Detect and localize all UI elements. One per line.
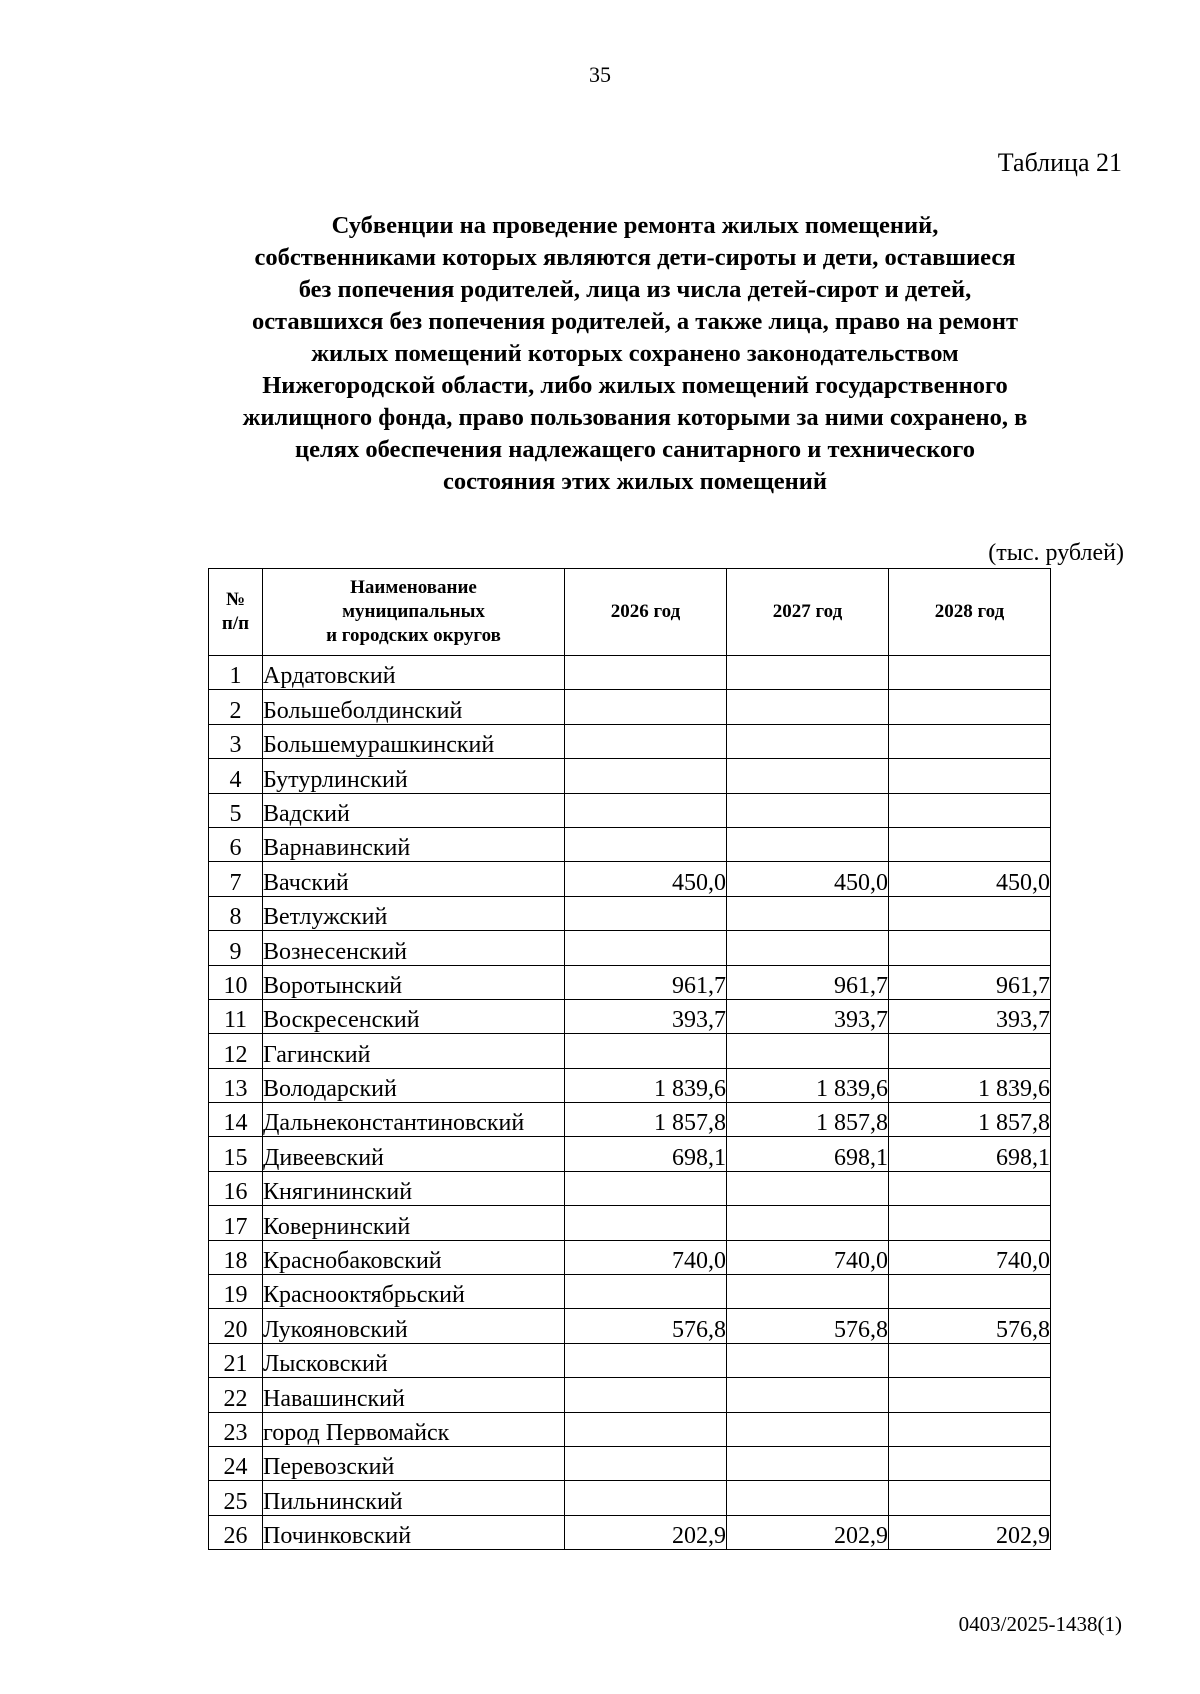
district-name-cell: Пильнинский	[263, 1481, 565, 1515]
table-row	[209, 1103, 1051, 1137]
header-2027: 2027 год	[727, 569, 889, 656]
value-2026-cell: 202,9	[565, 1515, 727, 1549]
header-number-line2: п/п	[221, 613, 250, 634]
title-line: жилых помещений которых сохранено законодательством	[311, 340, 959, 367]
row-number-cell: 8	[209, 896, 263, 930]
row-number-cell: 6	[209, 827, 263, 861]
district-name-cell: Княгининский	[263, 1171, 565, 1205]
title-line: целях обеспечения надлежащего санитарного и технического	[294, 436, 976, 463]
district-name-cell: Краснобаковский	[263, 1240, 565, 1274]
value-2027-cell	[727, 1034, 889, 1068]
district-name-cell: Лукояновский	[263, 1309, 565, 1343]
table-row	[209, 931, 1051, 965]
district-name-cell: Дивеевский	[263, 1137, 565, 1171]
district-name-cell: Вознесенский	[263, 931, 565, 965]
row-number-cell: 1	[209, 656, 263, 690]
district-name-cell: Воротынский	[263, 965, 565, 999]
value-2026-cell	[565, 690, 727, 724]
table-row	[209, 1378, 1051, 1412]
value-2026-cell: 1 839,6	[565, 1068, 727, 1102]
table-row	[209, 690, 1051, 724]
title-line: состояния этих жилых помещений	[443, 468, 827, 495]
document-code: 0403/2025-1438(1)	[958, 1612, 1122, 1636]
value-2026-cell	[565, 1275, 727, 1309]
value-2028-cell	[889, 656, 1051, 690]
district-name-cell: Ветлужский	[263, 896, 565, 930]
value-2026-cell: 576,8	[565, 1309, 727, 1343]
row-number-cell: 9	[209, 931, 263, 965]
value-2027-cell	[727, 1446, 889, 1480]
document-title	[200, 210, 1070, 498]
value-2026-cell	[565, 656, 727, 690]
header-number-line1: №	[225, 589, 246, 610]
district-name-cell: Гагинский	[263, 1034, 565, 1068]
table-row	[209, 1343, 1051, 1377]
district-name-cell: Володарский	[263, 1068, 565, 1102]
row-number-cell: 25	[209, 1481, 263, 1515]
header-name-line1: Наименование	[350, 577, 477, 598]
row-number-cell: 10	[209, 965, 263, 999]
table-row	[209, 965, 1051, 999]
value-2028-cell	[889, 793, 1051, 827]
value-2028-cell: 576,8	[889, 1309, 1051, 1343]
table-row	[209, 759, 1051, 793]
title-line: собственниками которых являются дети-сироты и дети, оставшиеся	[254, 244, 1016, 271]
value-2028-cell	[889, 1275, 1051, 1309]
district-name-cell: город Первомайск	[263, 1412, 565, 1446]
district-name-cell: Вадский	[263, 793, 565, 827]
value-2028-cell: 1 839,6	[889, 1068, 1051, 1102]
row-number-cell: 4	[209, 759, 263, 793]
value-2026-cell	[565, 931, 727, 965]
title-line: оставшихся без попечения родителей, а также лица, право на ремонт	[251, 308, 1019, 335]
table-row	[209, 724, 1051, 758]
row-number-cell: 13	[209, 1068, 263, 1102]
value-2027-cell: 576,8	[727, 1309, 889, 1343]
value-2027-cell: 202,9	[727, 1515, 889, 1549]
header-2028: 2028 год	[889, 569, 1051, 656]
value-2028-cell	[889, 1378, 1051, 1412]
value-2027-cell	[727, 690, 889, 724]
district-name-cell: Краснооктябрьский	[263, 1275, 565, 1309]
value-2028-cell	[889, 759, 1051, 793]
district-name-cell: Перевозский	[263, 1446, 565, 1480]
header-name-line3: и городских округов	[326, 625, 501, 646]
value-2028-cell: 202,9	[889, 1515, 1051, 1549]
table-row	[209, 1275, 1051, 1309]
value-2027-cell	[727, 724, 889, 758]
value-2026-cell	[565, 1378, 727, 1412]
value-2026-cell	[565, 1481, 727, 1515]
value-2026-cell: 450,0	[565, 862, 727, 896]
value-2027-cell	[727, 827, 889, 861]
table-row	[209, 827, 1051, 861]
row-number-cell: 15	[209, 1137, 263, 1171]
value-2027-cell: 961,7	[727, 965, 889, 999]
value-2026-cell	[565, 1206, 727, 1240]
header-name-line2: муниципальных	[342, 601, 485, 622]
title-line: Субвенции на проведение ремонта жилых помещений,	[331, 212, 939, 239]
table-row	[209, 1034, 1051, 1068]
value-2026-cell	[565, 1171, 727, 1205]
district-name-cell: Большеболдинский	[263, 690, 565, 724]
row-number-cell: 12	[209, 1034, 263, 1068]
table-row	[209, 896, 1051, 930]
row-number-cell: 11	[209, 999, 263, 1033]
district-name-cell: Большемурашкинский	[263, 724, 565, 758]
row-number-cell: 18	[209, 1240, 263, 1274]
row-number-cell: 21	[209, 1343, 263, 1377]
table-row	[209, 1515, 1051, 1549]
value-2028-cell: 740,0	[889, 1240, 1051, 1274]
table-row	[209, 1068, 1051, 1102]
value-2027-cell	[727, 1171, 889, 1205]
row-number-cell: 16	[209, 1171, 263, 1205]
district-name-cell: Ковернинский	[263, 1206, 565, 1240]
row-number-cell: 17	[209, 1206, 263, 1240]
district-name-cell: Бутурлинский	[263, 759, 565, 793]
table-row	[209, 1171, 1051, 1205]
value-2028-cell: 450,0	[889, 862, 1051, 896]
value-2027-cell	[727, 1378, 889, 1412]
value-2028-cell: 698,1	[889, 1137, 1051, 1171]
value-2027-cell	[727, 1206, 889, 1240]
value-2027-cell	[727, 896, 889, 930]
value-2026-cell	[565, 896, 727, 930]
value-2028-cell	[889, 724, 1051, 758]
district-name-cell: Починковский	[263, 1515, 565, 1549]
table-row	[209, 999, 1051, 1033]
value-2027-cell	[727, 759, 889, 793]
value-2026-cell	[565, 1034, 727, 1068]
value-2026-cell: 393,7	[565, 999, 727, 1033]
district-name-cell: Ардатовский	[263, 656, 565, 690]
district-name-cell: Дальнеконстантиновский	[263, 1103, 565, 1137]
value-2026-cell	[565, 1412, 727, 1446]
district-name-cell: Навашинский	[263, 1378, 565, 1412]
row-number-cell: 23	[209, 1412, 263, 1446]
row-number-cell: 3	[209, 724, 263, 758]
value-2028-cell	[889, 1481, 1051, 1515]
value-2028-cell	[889, 896, 1051, 930]
value-2027-cell: 450,0	[727, 862, 889, 896]
value-2026-cell	[565, 759, 727, 793]
value-2026-cell	[565, 1446, 727, 1480]
row-number-cell: 20	[209, 1309, 263, 1343]
table-row	[209, 862, 1051, 896]
table-row	[209, 1412, 1051, 1446]
value-2027-cell: 393,7	[727, 999, 889, 1033]
value-2028-cell	[889, 1412, 1051, 1446]
value-2028-cell: 1 857,8	[889, 1103, 1051, 1137]
value-2026-cell: 698,1	[565, 1137, 727, 1171]
header-2026: 2026 год	[565, 569, 727, 656]
row-number-cell: 26	[209, 1515, 263, 1549]
district-name-cell: Варнавинский	[263, 827, 565, 861]
value-2027-cell: 1 857,8	[727, 1103, 889, 1137]
title-line: без попечения родителей, лица из числа детей-сирот и детей,	[298, 276, 972, 303]
row-number-cell: 22	[209, 1378, 263, 1412]
value-2028-cell	[889, 690, 1051, 724]
table-label: Таблица 21	[997, 148, 1122, 177]
subventions-table	[208, 568, 1051, 1550]
row-number-cell: 7	[209, 862, 263, 896]
table-row	[209, 1309, 1051, 1343]
district-name-cell: Лысковский	[263, 1343, 565, 1377]
row-number-cell: 5	[209, 793, 263, 827]
value-2027-cell	[727, 1412, 889, 1446]
value-2026-cell	[565, 1343, 727, 1377]
row-number-cell: 19	[209, 1275, 263, 1309]
value-2026-cell	[565, 827, 727, 861]
value-2027-cell	[727, 931, 889, 965]
value-2028-cell	[889, 827, 1051, 861]
table-row	[209, 793, 1051, 827]
table-row	[209, 1481, 1051, 1515]
value-2026-cell	[565, 793, 727, 827]
district-name-cell: Воскресенский	[263, 999, 565, 1033]
page-number: 35	[589, 62, 611, 87]
value-2028-cell	[889, 1206, 1051, 1240]
value-2028-cell: 961,7	[889, 965, 1051, 999]
header-name	[263, 569, 565, 656]
value-2027-cell	[727, 656, 889, 690]
table-body	[209, 656, 1051, 1550]
title-line: Нижегородской области, либо жилых помещений государственного	[262, 372, 1008, 399]
value-2028-cell	[889, 1343, 1051, 1377]
header-number	[209, 569, 263, 656]
value-2027-cell	[727, 1275, 889, 1309]
value-2026-cell: 740,0	[565, 1240, 727, 1274]
value-2028-cell: 393,7	[889, 999, 1051, 1033]
value-2028-cell	[889, 1171, 1051, 1205]
table-row	[209, 656, 1051, 690]
value-2027-cell: 740,0	[727, 1240, 889, 1274]
row-number-cell: 2	[209, 690, 263, 724]
value-2026-cell: 1 857,8	[565, 1103, 727, 1137]
row-number-cell: 14	[209, 1103, 263, 1137]
value-2027-cell	[727, 1343, 889, 1377]
table-row	[209, 1240, 1051, 1274]
district-name-cell: Вачский	[263, 862, 565, 896]
value-2028-cell	[889, 1446, 1051, 1480]
value-2028-cell	[889, 1034, 1051, 1068]
table-header-row	[209, 569, 1051, 656]
row-number-cell: 24	[209, 1446, 263, 1480]
value-2028-cell	[889, 931, 1051, 965]
value-2027-cell: 1 839,6	[727, 1068, 889, 1102]
value-2026-cell	[565, 724, 727, 758]
value-2027-cell: 698,1	[727, 1137, 889, 1171]
value-2027-cell	[727, 1481, 889, 1515]
table-row	[209, 1206, 1051, 1240]
table-row	[209, 1446, 1051, 1480]
value-2026-cell: 961,7	[565, 965, 727, 999]
title-line: жилищного фонда, право пользования которыми за ними сохранено, в	[242, 404, 1028, 431]
table-row	[209, 1137, 1051, 1171]
units-label: (тыс. рублей)	[988, 540, 1124, 566]
value-2027-cell	[727, 793, 889, 827]
